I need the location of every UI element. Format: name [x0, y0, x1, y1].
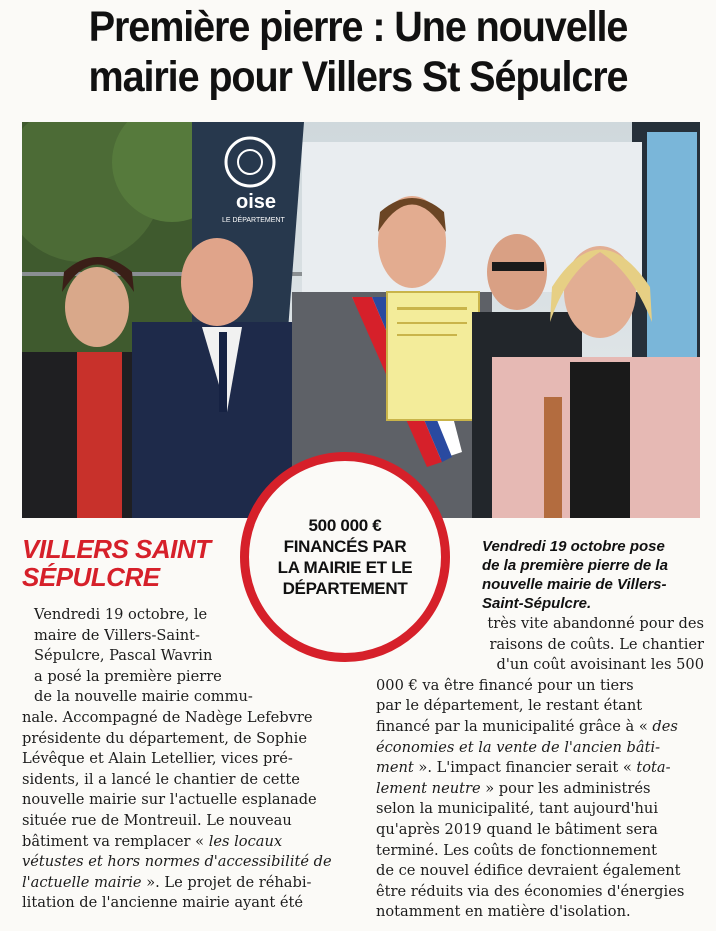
article-line: Sépulcre, Pascal Wavrin — [34, 647, 213, 665]
article-text: » pour les administrés — [480, 779, 651, 797]
kicker-line-2: SÉPULCRE — [22, 562, 160, 592]
article-line: par le département, le restant étant — [376, 697, 643, 715]
article-quote-line: économies et la vente de l'ancien bâti- — [376, 738, 661, 756]
article-line: de la nouvelle mairie commu- — [34, 688, 253, 706]
article-line: nale. Accompagné de Nadège Lefebvre — [22, 708, 313, 726]
article-line: notamment en matière d'isolation. — [376, 903, 631, 921]
article-line — [376, 717, 704, 738]
article-text: bâtiment va remplacer « — [22, 832, 205, 850]
photo-caption — [482, 537, 704, 613]
article-line: très vite abandonné pour des — [487, 615, 704, 632]
banner-logo-text: oise — [236, 191, 277, 213]
badge-line-3: LA MAIRIE ET LE — [277, 558, 413, 577]
article-line — [22, 873, 334, 894]
article-line: qu'après 2019 quand le bâtiment sera — [376, 820, 658, 838]
caption-line-3: nouvelle mairie de Villers- — [482, 576, 667, 593]
article-line: nouvelle mairie sur l'actuelle esplanade — [22, 791, 317, 809]
article-line — [376, 779, 704, 800]
article-line: 000 € va être financé pour un tiers — [376, 676, 634, 694]
article-column-right — [376, 614, 704, 923]
caption-line-2: de la première pierre de la — [482, 557, 668, 574]
badge-line-1: 500 000 € — [308, 516, 382, 535]
article-quote: des — [652, 717, 678, 735]
article-text: ». Le projet de réhabi- — [141, 873, 312, 891]
badge-line-4: DÉPARTEMENT — [282, 579, 408, 598]
article-text: ». L'impact financier serait « — [413, 759, 632, 777]
section-kicker — [22, 535, 232, 591]
funding-badge-text — [270, 515, 420, 599]
article-line: d'un coût avoisinant les 500 — [496, 656, 704, 674]
article-line: être réduits via des économies d'énergies — [376, 882, 685, 900]
article-line — [376, 758, 704, 779]
kicker-line-1: VILLERS SAINT — [22, 534, 211, 564]
headline-line-2: mairie pour Villers St Sépulcre — [88, 53, 628, 101]
article-line: sidents, il a lancé le chantier de cette — [22, 770, 300, 788]
article-text: financé par la municipalité grâce à « — [376, 717, 648, 735]
article-column-left — [22, 605, 334, 914]
caption-line-4: Saint-Sépulcre. — [482, 595, 592, 612]
article-line: située rue de Montreuil. Le nouveau — [22, 811, 292, 829]
headline — [36, 2, 680, 102]
article-line: selon la municipalité, tant aujourd'hui — [376, 800, 658, 818]
article-line: de ce nouvel édifice devraient également — [376, 862, 681, 880]
article-quote: l'actuelle mairie — [22, 873, 142, 891]
article-line: Lévêque et Alain Letellier, vices pré- — [22, 750, 293, 768]
article-line: litation de l'ancienne mairie ayant été — [22, 894, 304, 912]
banner-logo-subtext: LE DÉPARTEMENT — [222, 217, 285, 224]
article-line: terminé. Les coûts de fonctionnement — [376, 841, 657, 859]
caption-line-1: Vendredi 19 octobre pose — [482, 538, 665, 555]
article-line: a posé la première pierre — [34, 667, 222, 685]
article-line — [22, 832, 334, 853]
article-line: raisons de coûts. Le chantier — [489, 635, 704, 653]
article-quote: lement neutre — [376, 779, 481, 797]
article-quote-line: vétustes et hors normes d'accessibilité de — [22, 853, 332, 871]
article-quote: tota- — [636, 759, 671, 777]
badge-line-2: FINANCÉS PAR — [283, 537, 407, 556]
article-quote: ment — [376, 759, 414, 777]
article-quote: les locaux — [208, 832, 283, 850]
headline-line-1: Première pierre : Une nouvelle — [88, 3, 628, 51]
article-line: maire de Villers-Saint- — [34, 626, 200, 644]
article-line: présidente du département, de Sophie — [22, 729, 307, 747]
article-line: Vendredi 19 octobre, le — [34, 606, 208, 623]
